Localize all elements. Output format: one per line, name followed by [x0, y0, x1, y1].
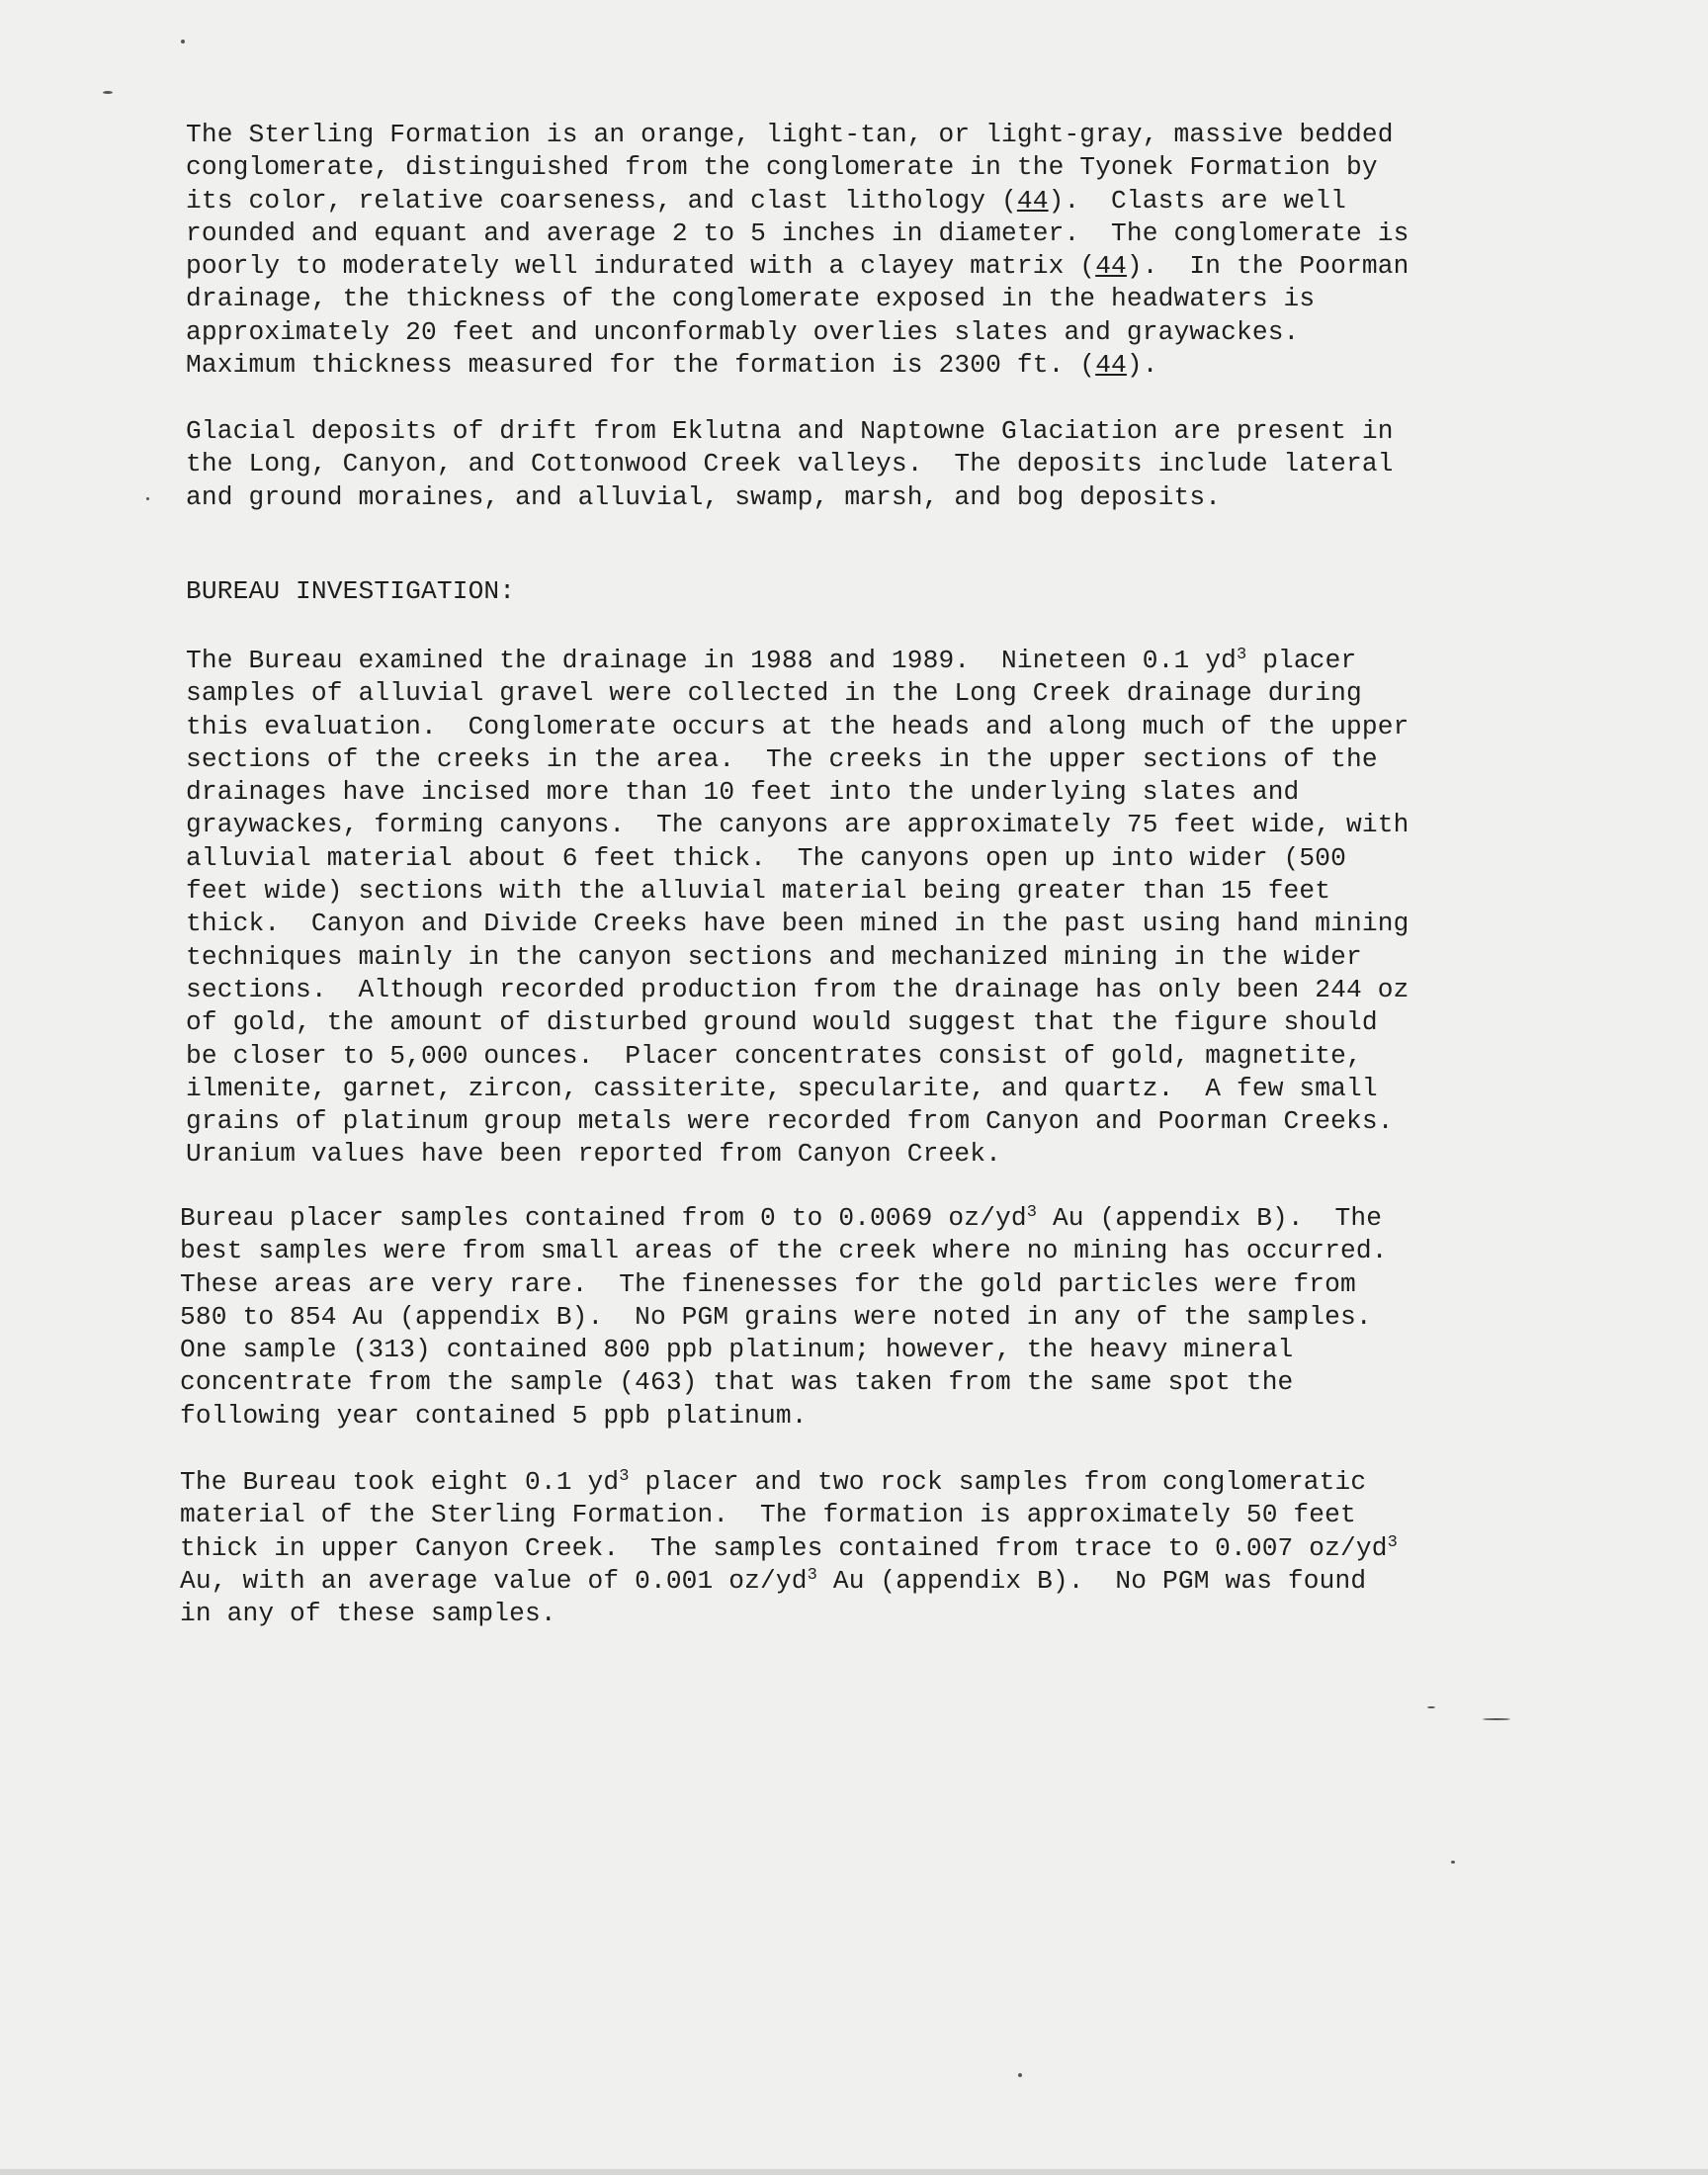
text-line: sections. Although recorded production from the drainage has only been 244 oz: [186, 974, 1409, 1004]
text-line: be closer to 5,000 ounces. Placer concentrates consist of gold, magnetite,: [186, 1040, 1362, 1071]
scan-speck: [1018, 2073, 1022, 2077]
superscript: 3: [1026, 1203, 1038, 1222]
line-text: thick in upper Canyon Creek. The samples contained from trace to 0.007 oz/yd: [180, 1532, 1388, 1563]
text-line: the Long, Canyon, and Cottonwood Creek valleys. The deposits include lateral: [186, 449, 1394, 479]
text-line: [180, 1565, 1504, 1598]
line-text: ). In the Poorman: [1126, 251, 1409, 282]
line-text: ).: [1126, 350, 1158, 381]
text-line: of gold, the amount of disturbed ground would suggest that the figure should: [186, 1007, 1378, 1038]
text-line: 580 to 854 Au (appendix B). No PGM grains were noted in any of the samples.: [180, 1301, 1372, 1332]
line-text: The Bureau took eight 0.1 yd: [180, 1467, 620, 1497]
text-line: best samples were from small areas of the creek where no mining has occurred.: [180, 1236, 1388, 1266]
scan-speck: [1451, 1861, 1455, 1864]
line-text: placer and two rock samples from conglomeratic: [629, 1467, 1367, 1497]
text-line: and ground moraines, and alluvial, swamp, marsh, and bog deposits.: [186, 481, 1222, 512]
line-text: Au (appendix B). The: [1037, 1203, 1383, 1233]
superscript: 3: [1236, 646, 1247, 664]
text-line: These areas are very rare. The finenesses for the gold particles were from: [180, 1268, 1356, 1299]
text-line: grains of platinum group metals were recorded from Canyon and Poorman Creeks.: [186, 1106, 1394, 1137]
text-line: samples of alluvial gravel were collected in the Long Creek drainage during: [186, 678, 1362, 709]
text-line: in any of these samples.: [180, 1599, 556, 1629]
text-line: Uranium values have been reported from Canyon Creek.: [186, 1139, 1001, 1170]
text-line: [180, 1466, 1504, 1499]
line-text: its color, relative coarseness, and clast lithology (: [186, 185, 1017, 216]
line-text: The Bureau examined the drainage in 1988 and 1989. Nineteen 0.1 yd: [186, 646, 1237, 675]
reference-number: 44: [1016, 185, 1049, 216]
line-text: Bureau placer samples contained from 0 to 0.0069 oz/yd: [180, 1203, 1027, 1233]
text-line: graywackes, forming canyons. The canyons are approximately 75 feet wide, with: [186, 810, 1409, 840]
section-heading: BUREAU INVESTIGATION:: [186, 576, 516, 606]
text-line: rounded and equant and average 2 to 5 inches in diameter. The conglomerate is: [186, 218, 1409, 248]
line-text: Au, with an average value of 0.001 oz/yd: [180, 1565, 808, 1596]
scan-speck: [1483, 1718, 1510, 1720]
text-line: ilmenite, garnet, zircon, cassiterite, specularite, and quartz. A few small: [186, 1073, 1378, 1103]
paragraph-sterling-formation: [186, 119, 1510, 382]
reference-number: 44: [1095, 251, 1127, 282]
text-line: techniques mainly in the canyon sections and mechanized mining in the wider: [186, 941, 1362, 972]
text-line: drainage, the thickness of the conglomerate exposed in the headwaters is: [186, 284, 1316, 314]
text-line: sections of the creeks in the area. The creeks in the upper sections of the: [186, 743, 1378, 774]
scan-speck: [181, 40, 185, 44]
superscript: 3: [1387, 1532, 1398, 1552]
text-line: [186, 185, 1510, 218]
superscript: 3: [619, 1467, 630, 1486]
text-line: approximately 20 feet and unconformably overlies slates and graywackes.: [186, 316, 1300, 347]
text-line: feet wide) sections with the alluvial material being greater than 15 feet: [186, 876, 1331, 907]
paragraph-bureau-placer-samples: [180, 1202, 1504, 1433]
text-line: One sample (313) contained 800 ppb platinum; however, the heavy mineral: [180, 1335, 1294, 1365]
reference-number: 44: [1095, 350, 1127, 381]
line-text: placer: [1246, 646, 1357, 675]
line-text: Maximum thickness measured for the formation is 2300 ft. (: [186, 350, 1096, 381]
text-line: [186, 250, 1510, 283]
paragraph-conglomerate-samples: [180, 1466, 1504, 1630]
text-line: [186, 349, 1510, 382]
text-line: thick. Canyon and Divide Creeks have been mined in the past using hand mining: [186, 909, 1409, 939]
paragraph-glacial-deposits: [186, 415, 1510, 514]
line-text: ). Clasts are well: [1048, 185, 1347, 216]
line-text: Au (appendix B). No PGM was found: [816, 1565, 1367, 1596]
scan-speck: [1427, 1706, 1435, 1708]
text-line: this evaluation. Conglomerate occurs at the heads and along much of the upper: [186, 711, 1409, 741]
text-line: [180, 1532, 1504, 1565]
text-line: Glacial deposits of drift from Eklutna and Naptowne Glaciation are present in: [186, 416, 1394, 446]
text-line: conglomerate, distinguished from the conglomerate in the Tyonek Formation by: [186, 152, 1378, 183]
text-line: The Sterling Formation is an orange, light-tan, or light-gray, massive bedded: [186, 120, 1394, 149]
text-line: concentrate from the sample (463) that was taken from the same spot the: [180, 1367, 1294, 1398]
superscript: 3: [807, 1565, 817, 1585]
text-line: [180, 1202, 1504, 1235]
text-line: following year contained 5 ppb platinum.: [180, 1400, 808, 1431]
scan-speck: [146, 497, 149, 500]
paragraph-bureau-examination: [186, 645, 1510, 1172]
page-edge: [0, 2169, 1708, 2175]
text-line: material of the Sterling Formation. The formation is approximately 50 feet: [180, 1500, 1356, 1530]
line-text: poorly to moderately well indurated with a clayey matrix (: [186, 251, 1096, 282]
scan-speck: [103, 91, 113, 94]
text-line: drainages have incised more than 10 feet into the underlying slates and: [186, 777, 1300, 808]
text-line: [186, 645, 1510, 677]
text-line: alluvial material about 6 feet thick. The canyons open up into wider (500: [186, 842, 1347, 873]
